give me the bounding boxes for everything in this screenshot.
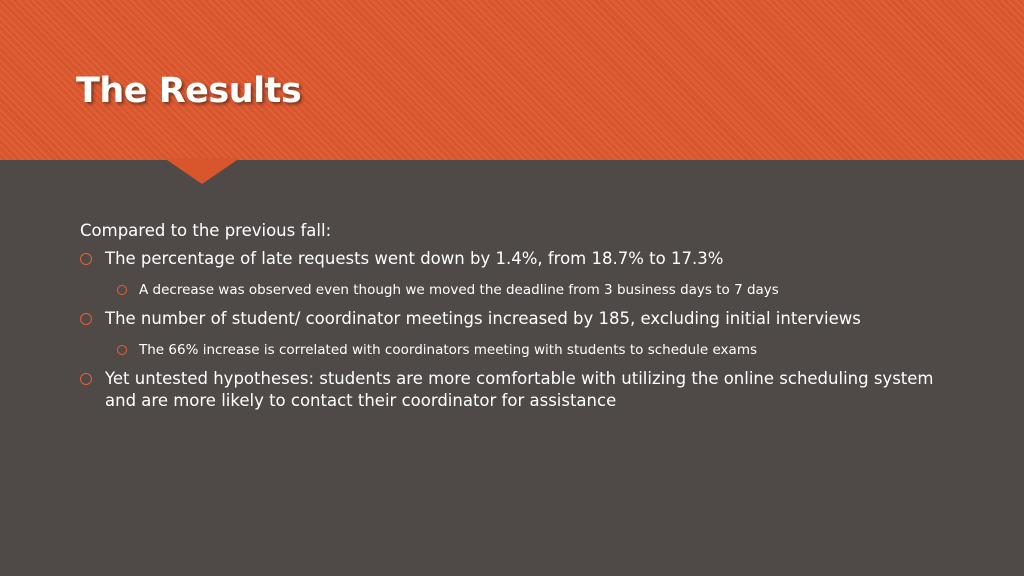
sub-bullet-item bbox=[80, 280, 960, 300]
bullet-item bbox=[80, 368, 960, 412]
header-notch bbox=[164, 158, 240, 184]
circle-bullet-icon bbox=[117, 285, 127, 295]
sub-bullet-text: The 66% increase is correlated with coordinators meeting with students to schedule exams bbox=[139, 342, 758, 358]
circle-bullet-icon bbox=[80, 313, 92, 325]
circle-bullet-icon bbox=[117, 345, 127, 355]
slide-title: The Results bbox=[76, 71, 302, 111]
slide-content bbox=[80, 218, 960, 412]
bullet-text: The number of student/ coordinator meetings increased by 185, excluding initial interviews bbox=[105, 309, 861, 328]
sub-bullet-item bbox=[80, 340, 960, 360]
sub-bullet-text: A decrease was observed even though we moved the deadline from 3 business days to 7 days bbox=[139, 282, 779, 298]
bullet-text: Yet untested hypotheses: students are more comfortable with utilizing the online scheduling system and are more likely to contact their coordinator for assistance bbox=[105, 369, 934, 410]
intro-text: Compared to the previous fall: bbox=[80, 221, 332, 240]
circle-bullet-icon bbox=[80, 373, 92, 385]
bullet-item bbox=[80, 248, 960, 270]
bullet-item bbox=[80, 308, 960, 330]
circle-bullet-icon bbox=[80, 253, 92, 265]
bullet-text: The percentage of late requests went down by 1.4%, from 18.7% to 17.3% bbox=[105, 249, 724, 268]
